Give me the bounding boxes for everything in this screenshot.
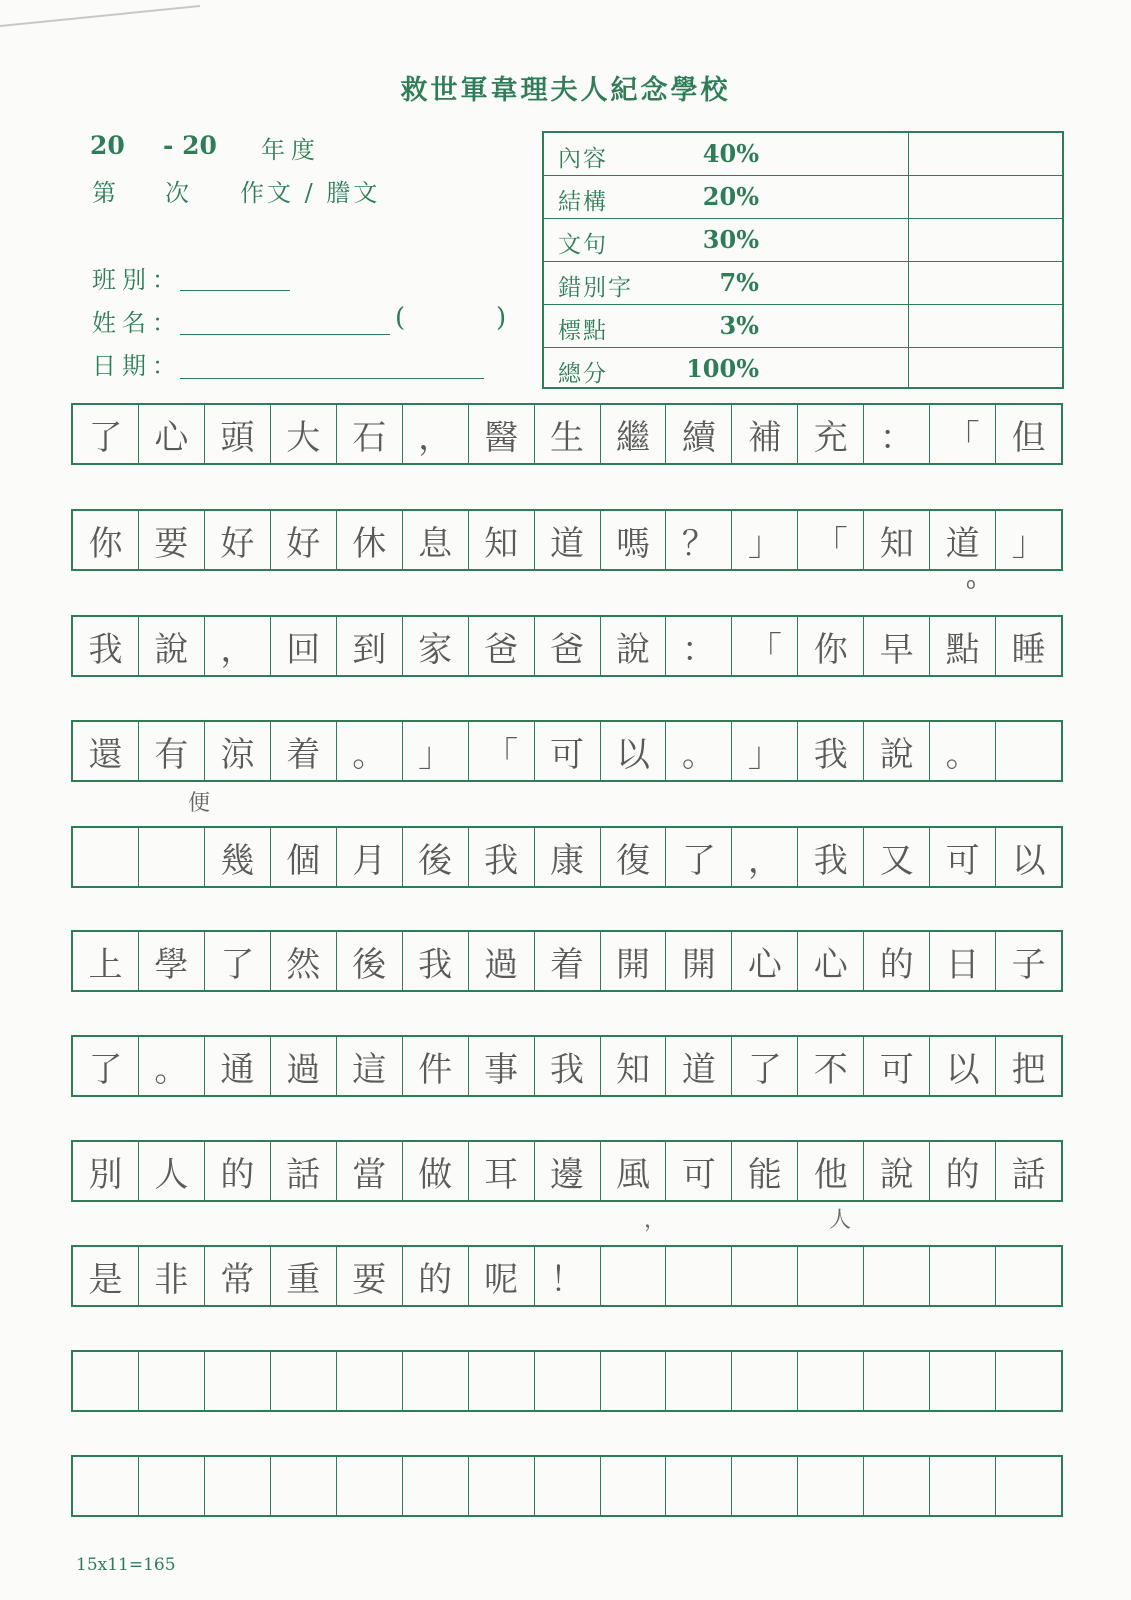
grid-cell[interactable]: 到 [337,617,403,675]
grid-cell[interactable]: 息 [403,511,469,569]
grid-cell[interactable]: 好 [271,511,337,569]
grid-cell[interactable]: 的 [403,1247,469,1305]
composition-type-label: 作文 / 謄文 [240,179,381,207]
grid-cell[interactable]: 話 [1011,1154,1046,1195]
grid-cell[interactable]: 事 [469,1037,535,1095]
grid-cell[interactable]: 可 [535,722,601,780]
grid-cell[interactable] [469,1457,535,1515]
grid-cell[interactable]: 但 [1011,417,1046,458]
score-name: 內容 [558,146,608,172]
grid-cell[interactable]: 繼 [601,405,667,463]
grid-cell[interactable]: 可 [864,1037,930,1095]
grid-row [71,930,1063,992]
grid-cell[interactable] [996,1352,1061,1410]
score-name: 文句 [558,232,608,258]
year-from: 20 [90,131,125,160]
name-label: 姓名： [92,309,182,337]
grid-cell[interactable]: 」 [403,722,469,780]
grid-row [71,720,1063,782]
grid-cell[interactable]: 可 [930,828,996,886]
grid-cell[interactable] [601,1352,667,1410]
grid-cell[interactable] [864,1247,930,1305]
grid-cell[interactable]: 着 [535,932,601,990]
school-title: 救世軍韋理夫人紀念學校 [400,75,731,106]
grid-cell[interactable]: 的 [864,932,930,990]
grid-cell[interactable]: 知 [469,511,535,569]
score-percent: 7% [719,268,759,297]
grid-cell[interactable] [864,1457,930,1515]
score-percent: 40% [702,139,759,168]
score-box[interactable] [908,176,1064,218]
grid-cell[interactable]: 過 [271,1037,337,1095]
score-box[interactable] [908,133,1064,175]
grid-cell[interactable]: 的 [205,1142,271,1200]
grid-cell[interactable]: 家 [403,617,469,675]
grid-cell[interactable]: 說 [864,1142,930,1200]
grid-row [71,1140,1063,1202]
grid-cell[interactable] [535,1457,601,1515]
grid-cell[interactable]: 頭 [205,405,271,463]
grid-cell[interactable]: 後 [403,828,469,886]
grid-cell[interactable]: 非 [139,1247,205,1305]
grid-cell[interactable] [205,1352,271,1410]
grid-cell[interactable] [996,1457,1061,1515]
grid-cell[interactable]: 復 [601,828,667,886]
class-label: 班別： [92,266,182,294]
grid-cell[interactable]: 說 [864,722,930,780]
grid-cell[interactable]: 「 [798,511,864,569]
grid-cell[interactable] [798,1247,864,1305]
score-percent: 100% [686,354,759,383]
grid-row [71,1035,1063,1097]
grid-cell[interactable]: 以 [930,1037,996,1095]
grid-cell[interactable]: 」 [1011,523,1046,564]
grid-cell[interactable]: 。 [930,722,996,780]
grid-cell[interactable]: 學 [139,932,205,990]
grid-cell[interactable]: 通 [205,1037,271,1095]
grid-row [71,1350,1063,1412]
grid-cell[interactable]: 着 [271,722,337,780]
grid-cell[interactable]: 生 [535,405,601,463]
grid-cell[interactable]: 要 [337,1247,403,1305]
grid-cell[interactable]: 休 [337,511,403,569]
grid-cell[interactable]: 耳 [469,1142,535,1200]
grid-row [71,826,1063,888]
grid-cell[interactable]: 不 [798,1037,864,1095]
score-name: 總分 [558,361,608,387]
grid-cell[interactable] [73,828,139,886]
score-row-structure [544,176,1062,219]
grid-cell[interactable]: 有 [139,722,205,780]
grid-cell[interactable]: 是 [73,1247,139,1305]
score-table [542,131,1064,389]
grid-cell[interactable]: 邊 [535,1142,601,1200]
grid-cell[interactable]: 了 [205,932,271,990]
grid-cell[interactable]: 爸 [535,617,601,675]
grid-cell[interactable]: 大 [271,405,337,463]
grid-cell[interactable]: 好 [205,511,271,569]
grid-cell[interactable]: 」 [732,722,798,780]
correction-mark: 人 [829,1208,852,1233]
grid-cell[interactable]: 「 [930,405,996,463]
grid-cell[interactable]: 開 [666,932,732,990]
grid-cell[interactable]: ， [732,828,798,886]
grid-cell[interactable]: 我 [798,722,864,780]
grid-cell[interactable]: 嗎 [601,511,667,569]
score-box[interactable] [908,219,1064,261]
grid-cell[interactable]: 個 [271,828,337,886]
grid-row [71,615,1063,677]
grid-cell[interactable]: 回 [271,617,337,675]
grid-cell[interactable] [403,1457,469,1515]
grid-cell[interactable] [403,1352,469,1410]
grid-cell[interactable]: 還 [73,722,139,780]
grid-cell[interactable] [930,1247,996,1305]
grid-cell[interactable]: 話 [271,1142,337,1200]
grid-cell[interactable] [666,1352,732,1410]
score-percent: 3% [719,311,759,340]
grid-cell[interactable]: 了 [73,405,139,463]
grid-cell[interactable]: 。 [337,722,403,780]
grid-cell[interactable]: 可 [666,1142,732,1200]
grid-cell[interactable]: 我 [73,617,139,675]
grid-cell[interactable]: 了 [666,828,732,886]
grid-cell[interactable]: 康 [535,828,601,886]
grid-cell[interactable] [930,1457,996,1515]
date-field[interactable] [180,378,484,379]
grid-cell[interactable] [205,1457,271,1515]
grid-cell[interactable]: ， [205,617,271,675]
grid-cell[interactable] [601,1457,667,1515]
grid-cell[interactable]: 然 [271,932,337,990]
grid-cell[interactable]: 上 [73,932,139,990]
grid-cell[interactable] [271,1457,337,1515]
grid-cell[interactable]: ， [403,405,469,463]
grid-cell[interactable]: 心 [798,932,864,990]
grid-cell[interactable] [469,1352,535,1410]
grid-cell[interactable] [139,1457,205,1515]
grid-cell[interactable]: 他 [798,1142,864,1200]
grid-cell[interactable]: 涼 [205,722,271,780]
grid-cell[interactable]: 別 [73,1142,139,1200]
grid-cell[interactable] [996,722,1061,780]
grid-cell[interactable] [666,1457,732,1515]
grid-cell[interactable] [535,1352,601,1410]
grid-cell[interactable]: 又 [864,828,930,886]
correction-mark: 便 [188,791,211,816]
grid-row [71,1455,1063,1517]
grid-cell[interactable] [732,1457,798,1515]
grid-cell[interactable]: 我 [798,828,864,886]
grid-cell[interactable]: 要 [139,511,205,569]
grid-cell[interactable]: 說 [139,617,205,675]
grid-cell[interactable]: 了 [732,1037,798,1095]
score-name: 錯別字 [558,275,633,301]
grid-cell[interactable]: 你 [798,617,864,675]
grid-cell[interactable]: 」 [732,511,798,569]
name-field[interactable] [180,334,390,335]
grid-cell[interactable]: 充 [798,405,864,463]
grid-cell[interactable]: 道 [666,1037,732,1095]
grid-cell[interactable]: 。 [666,722,732,780]
score-box[interactable] [908,262,1064,304]
grid-cell[interactable]: 睡 [1011,629,1046,670]
grid-cell[interactable]: 日 [930,932,996,990]
grid-cell[interactable]: 子 [1011,944,1046,985]
grid-cell[interactable] [732,1352,798,1410]
score-row-punctuation [544,305,1062,348]
score-name: 標點 [558,318,608,344]
score-percent: 30% [702,225,759,254]
grid-cell[interactable]: 過 [469,932,535,990]
grid-cell[interactable] [73,1352,139,1410]
grid-cell[interactable]: 我 [469,828,535,886]
grid-cell[interactable]: 呢 [469,1247,535,1305]
grid-cell[interactable] [271,1352,337,1410]
grid-cell[interactable]: 以 [601,722,667,780]
grid-row [71,1245,1063,1307]
grid-cell[interactable]: 道 [930,511,996,569]
grid-cell[interactable]: 以 [1011,840,1046,881]
grid-cell[interactable]: 醫 [469,405,535,463]
grid-cell[interactable]: 風 [601,1142,667,1200]
score-box[interactable] [908,305,1064,347]
grid-cell[interactable]: 爸 [469,617,535,675]
term-suffix: 次 [165,179,195,207]
grid-cell[interactable]: 續 [666,405,732,463]
grid-cell[interactable]: 你 [73,511,139,569]
grid-cell[interactable] [864,1352,930,1410]
grid-cell[interactable] [73,1457,139,1515]
grid-cell[interactable] [930,1352,996,1410]
grid-count-footer: 15x11=165 [76,1555,176,1575]
grid-cell[interactable]: 點 [930,617,996,675]
score-percent: 20% [702,182,759,211]
grid-cell[interactable]: ： [864,405,930,463]
score-row-total [544,348,1062,387]
grid-cell[interactable] [139,828,205,886]
grid-cell[interactable]: 石 [337,405,403,463]
grid-cell[interactable]: 做 [403,1142,469,1200]
grid-cell[interactable]: 這 [337,1037,403,1095]
grid-cell[interactable]: 心 [732,932,798,990]
grid-cell[interactable]: 「 [469,722,535,780]
grid-cell[interactable]: 了 [73,1037,139,1095]
grid-cell[interactable]: 。 [139,1037,205,1095]
grid-cell[interactable]: 我 [535,1037,601,1095]
folded-corner-mark [0,0,210,50]
grid-row [71,403,1063,465]
grid-cell[interactable]: 常 [205,1247,271,1305]
grid-cell[interactable] [139,1352,205,1410]
correction-mark: o [966,574,976,593]
grid-cell[interactable]: 道 [535,511,601,569]
grid-cell[interactable]: 後 [337,932,403,990]
grid-cell[interactable]: 件 [403,1037,469,1095]
score-row-content [544,133,1062,176]
grid-cell[interactable]: 開 [601,932,667,990]
grid-cell[interactable]: 的 [930,1142,996,1200]
grid-cell[interactable]: 人 [139,1142,205,1200]
date-label: 日期： [92,352,182,380]
grid-cell[interactable]: 早 [864,617,930,675]
grid-cell[interactable]: 我 [403,932,469,990]
score-box[interactable] [908,348,1064,387]
grid-cell[interactable]: ？ [666,511,732,569]
correction-mark: ， [644,1208,667,1233]
grid-cell[interactable]: 把 [1011,1049,1046,1090]
grid-cell[interactable] [337,1352,403,1410]
grid-cell[interactable]: 月 [337,828,403,886]
grid-cell[interactable] [798,1457,864,1515]
grid-cell[interactable] [601,1247,667,1305]
grid-cell[interactable]: ！ [535,1247,601,1305]
term-label: 第 [92,179,122,207]
grid-cell[interactable]: 幾 [205,828,271,886]
class-field[interactable] [180,290,290,291]
grid-cell[interactable]: 重 [271,1247,337,1305]
score-name: 結構 [558,189,608,215]
year-label: 年度 [261,136,321,164]
grid-cell[interactable]: 補 [732,405,798,463]
grid-cell[interactable] [666,1247,732,1305]
year-to: - 20 [163,131,217,160]
grid-cell[interactable]: 「 [732,617,798,675]
grid-cell[interactable]: 說 [601,617,667,675]
class-number-paren: ( ) [395,303,507,333]
grid-cell[interactable]: 能 [732,1142,798,1200]
grid-cell[interactable] [732,1247,798,1305]
score-row-sentences [544,219,1062,262]
grid-cell[interactable] [996,1247,1061,1305]
grid-cell[interactable]: ： [666,617,732,675]
grid-cell[interactable]: 知 [601,1037,667,1095]
score-row-typos [544,262,1062,305]
grid-cell[interactable]: 心 [139,405,205,463]
grid-row [71,509,1063,571]
grid-cell[interactable]: 知 [864,511,930,569]
grid-cell[interactable] [798,1352,864,1410]
grid-cell[interactable] [337,1457,403,1515]
grid-cell[interactable]: 當 [337,1142,403,1200]
